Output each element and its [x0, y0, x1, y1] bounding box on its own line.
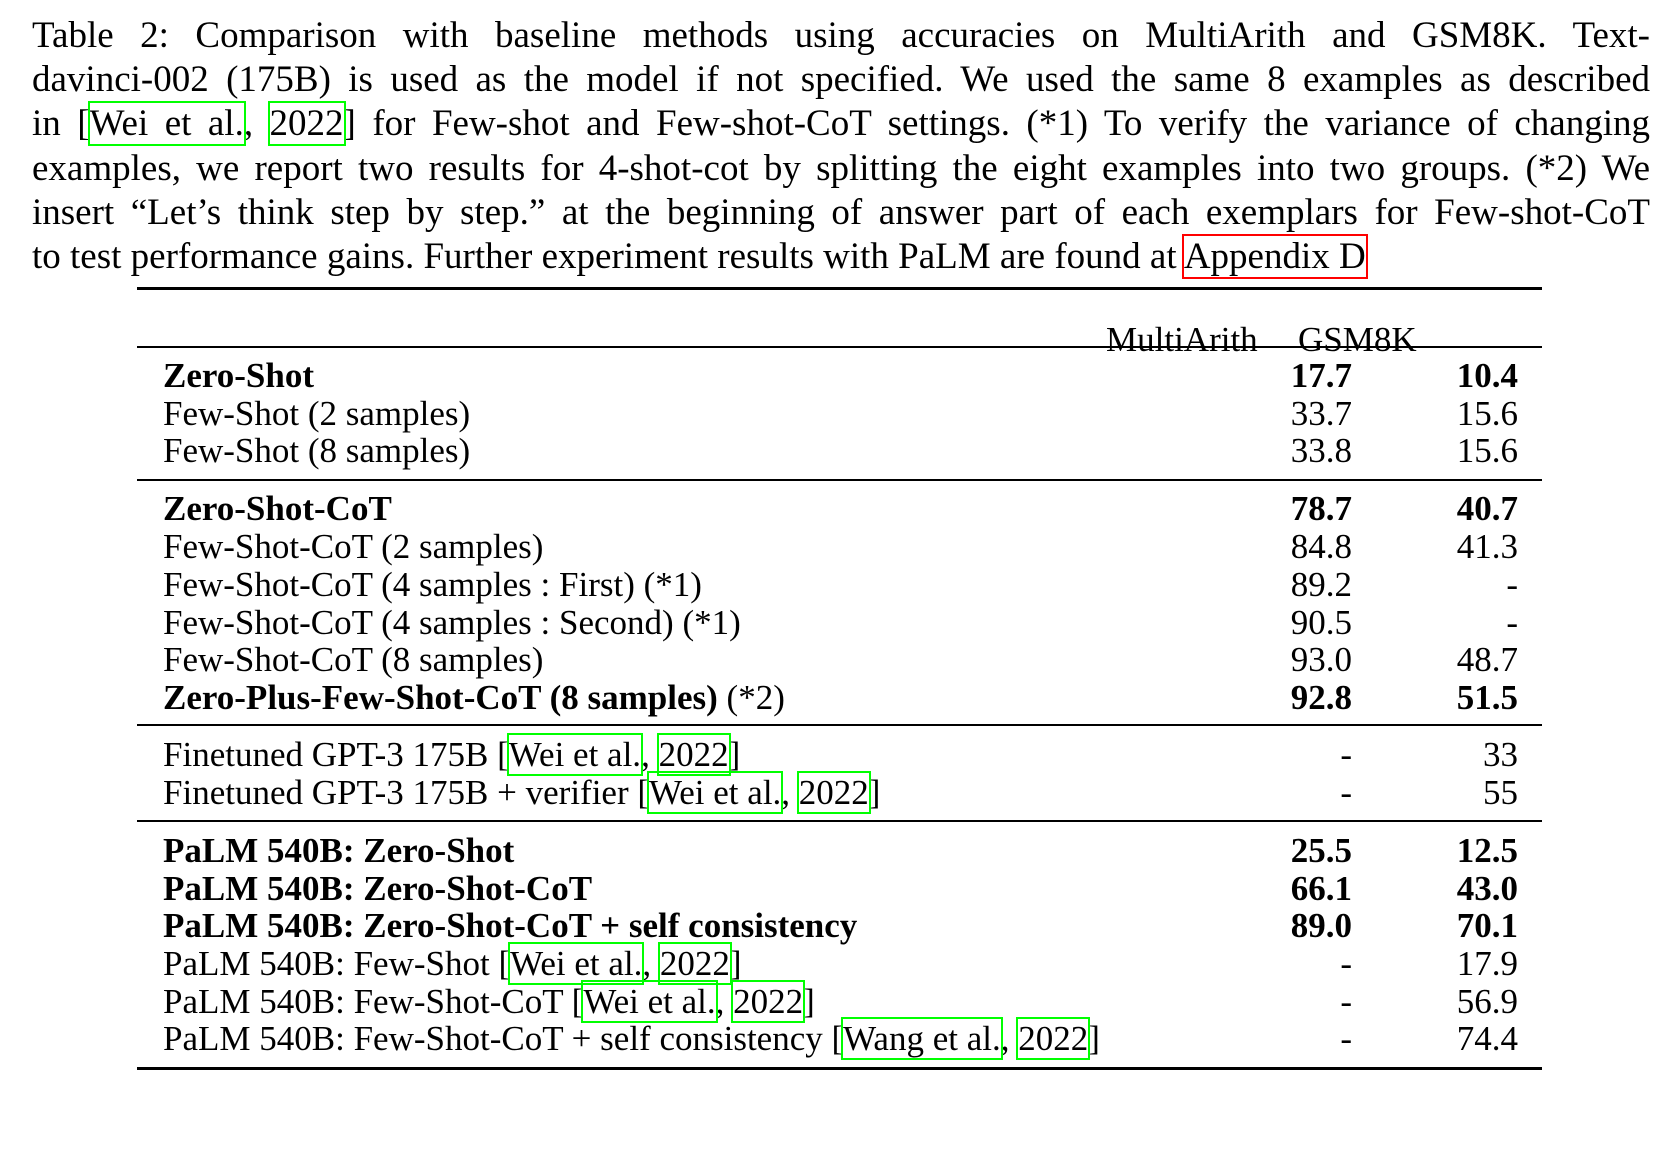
group-rule-3 — [137, 820, 1542, 822]
caption-line-2: davinci-002 (175B) is used as the model if not specified. We used the same 8 examples as described — [32, 59, 1650, 101]
gsm8k-value: - — [1506, 603, 1518, 642]
multiarith-value: - — [1340, 735, 1352, 774]
multiarith-value: 90.5 — [1290, 603, 1352, 642]
caption-text: in [ — [32, 103, 90, 145]
table-row — [137, 489, 1542, 529]
citation-separator: , — [641, 735, 659, 774]
table-row — [137, 982, 1542, 1022]
table-row — [137, 640, 1542, 680]
multiarith-value: 89.2 — [1290, 565, 1352, 604]
citation-link-author[interactable]: Wei et al. — [583, 982, 716, 1021]
method-name — [163, 678, 785, 718]
gsm8k-value: 56.9 — [1456, 982, 1518, 1021]
column-header-gsm8k: GSM8K — [1298, 320, 1417, 359]
table-row — [137, 831, 1542, 871]
gsm8k-value: 55 — [1483, 773, 1518, 812]
method-name: Zero-Shot-CoT — [163, 489, 392, 528]
method-name — [163, 735, 740, 775]
method-name — [163, 944, 742, 984]
citation-link-author[interactable]: Wei et al. — [508, 735, 642, 774]
method-footnote: (*2) — [717, 678, 785, 717]
table-row — [137, 773, 1542, 813]
appendix-link[interactable]: Appendix D — [1183, 236, 1366, 278]
gsm8k-value: - — [1506, 565, 1518, 604]
method-text: PaLM 540B: Few-Shot-CoT + self consistency [ — [163, 1019, 844, 1058]
multiarith-value: 33.7 — [1290, 394, 1352, 433]
table-row — [137, 678, 1542, 718]
gsm8k-value: 17.9 — [1456, 944, 1518, 983]
method-name — [163, 982, 815, 1022]
method-name: Few-Shot (8 samples) — [163, 431, 471, 470]
table-row — [137, 431, 1542, 471]
method-name: Zero-Shot — [163, 356, 315, 395]
method-name: Few-Shot (2 samples) — [163, 394, 471, 433]
gsm8k-value: 40.7 — [1456, 489, 1518, 528]
caption-line-4: examples, we report two results for 4-shot-cot by splitting the eight examples into two groups. (*2) We — [32, 147, 1650, 189]
citation-close: ] — [868, 773, 881, 812]
table-top-rule — [137, 287, 1542, 290]
multiarith-value: 33.8 — [1290, 431, 1352, 470]
citation-link-year[interactable]: 2022 — [798, 773, 869, 812]
caption-line-6 — [32, 235, 1650, 279]
caption-text: ] for Few-shot and Few-shot-CoT settings. (*1) To verify the variance of changing — [343, 103, 1650, 145]
method-text: Finetuned GPT-3 175B [ — [163, 735, 509, 774]
citation-link-year[interactable]: 2022 — [658, 735, 729, 774]
table-row — [137, 906, 1542, 946]
table-row — [137, 356, 1542, 396]
gsm8k-value: 15.6 — [1456, 431, 1518, 470]
citation-link-year[interactable]: 2022 — [1018, 1019, 1089, 1058]
multiarith-value: - — [1340, 773, 1352, 812]
method-name — [163, 1019, 1100, 1059]
citation-link-author[interactable]: Wei et al. — [649, 773, 782, 812]
method-name: Few-Shot-CoT (2 samples) — [163, 527, 544, 566]
multiarith-value: 17.7 — [1290, 356, 1352, 395]
table-bottom-rule — [137, 1067, 1542, 1070]
caption-line-3 — [32, 102, 1650, 146]
gsm8k-value: 15.6 — [1456, 394, 1518, 433]
citation-close: ] — [1088, 1019, 1100, 1058]
gsm8k-value: 43.0 — [1456, 869, 1518, 908]
method-name: Few-Shot-CoT (8 samples) — [163, 640, 544, 679]
citation-separator: , — [1000, 1019, 1019, 1058]
method-name: PaLM 540B: Zero-Shot — [163, 831, 515, 870]
citation-link-author[interactable]: Wei et al. — [89, 103, 244, 145]
gsm8k-value: 48.7 — [1456, 640, 1518, 679]
method-name: PaLM 540B: Zero-Shot-CoT + self consistency — [163, 906, 858, 945]
multiarith-value: 89.0 — [1290, 906, 1352, 945]
gsm8k-value: 74.4 — [1456, 1019, 1518, 1058]
multiarith-value: 25.5 — [1290, 831, 1352, 870]
citation-separator: , — [781, 773, 799, 812]
citation-link-year[interactable]: 2022 — [659, 944, 730, 983]
gsm8k-value: 41.3 — [1456, 527, 1518, 566]
table-row — [137, 603, 1542, 643]
method-name: Few-Shot-CoT (4 samples : Second) (*1) — [163, 603, 741, 642]
group-rule-1 — [137, 479, 1542, 481]
table-row — [137, 869, 1542, 909]
method-name — [163, 773, 880, 813]
gsm8k-value: 33 — [1483, 735, 1518, 774]
citation-separator: , — [243, 103, 270, 145]
column-header-multiarith: MultiArith — [1106, 320, 1258, 359]
table-row — [137, 735, 1542, 775]
method-name: PaLM 540B: Zero-Shot-CoT — [163, 869, 593, 908]
multiarith-value: 66.1 — [1290, 869, 1352, 908]
gsm8k-value: 12.5 — [1456, 831, 1518, 870]
table-row — [137, 1019, 1542, 1059]
multiarith-value: - — [1340, 982, 1352, 1021]
citation-link-author[interactable]: Wei et al. — [510, 944, 643, 983]
multiarith-value: 84.8 — [1290, 527, 1352, 566]
citation-link-year[interactable]: 2022 — [733, 982, 804, 1021]
citation-close: ] — [728, 735, 741, 774]
method-text: PaLM 540B: Few-Shot-CoT [ — [163, 982, 584, 1021]
multiarith-value: - — [1340, 944, 1352, 983]
method-name: Few-Shot-CoT (4 samples : First) (*1) — [163, 565, 702, 604]
caption-line-5: insert “Let’s think step by step.” at the beginning of answer part of each exemplars for Few-shot-CoT — [32, 191, 1650, 233]
citation-link-author[interactable]: Wang et al. — [843, 1019, 1001, 1058]
multiarith-value: 93.0 — [1290, 640, 1352, 679]
method-text: Finetuned GPT-3 175B + verifier [ — [163, 773, 650, 812]
citation-close: ] — [729, 944, 742, 983]
gsm8k-value: 10.4 — [1456, 356, 1518, 395]
multiarith-value: 92.8 — [1290, 678, 1352, 717]
table-caption — [32, 14, 1650, 279]
table-row — [137, 565, 1542, 605]
group-rule-2 — [137, 724, 1542, 726]
citation-separator: , — [715, 982, 734, 1021]
citation-separator: , — [642, 944, 660, 983]
method-text: PaLM 540B: Few-Shot [ — [163, 944, 511, 983]
table-row — [137, 394, 1542, 434]
table-row — [137, 527, 1542, 567]
caption-text: to test performance gains. Further experiment results with PaLM are found at — [32, 236, 1184, 278]
gsm8k-value: 51.5 — [1456, 678, 1518, 717]
multiarith-value: 78.7 — [1290, 489, 1352, 528]
citation-close: ] — [803, 982, 815, 1021]
citation-link-year[interactable]: 2022 — [269, 103, 344, 145]
table-row — [137, 944, 1542, 984]
gsm8k-value: 70.1 — [1456, 906, 1518, 945]
multiarith-value: - — [1340, 1019, 1352, 1058]
method-name-bold: Zero-Plus-Few-Shot-CoT (8 samples) — [163, 678, 718, 717]
caption-line-1: Table 2: Comparison with baseline methods using accuracies on MultiArith and GSM8K. Text- — [32, 15, 1650, 56]
